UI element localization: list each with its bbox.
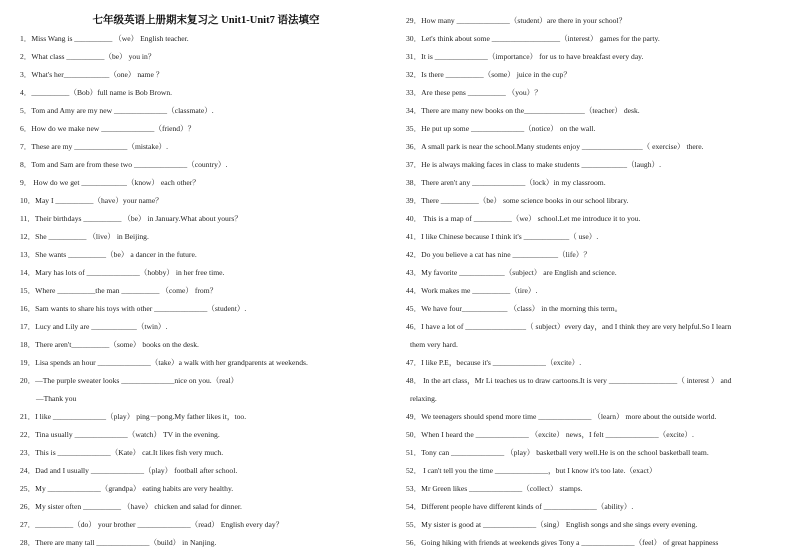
question-10: 10．May I __________（have）your name？ — [20, 196, 163, 205]
left-column — [20, 12, 392, 552]
question-48: 48． In the art class，Mr Li teaches us to draw cartoons.It is very __________________（ interest ） and — [406, 376, 732, 385]
question-3: 3．What's her____________（one） name ？ — [20, 70, 164, 79]
question-52: 52． I can't tell you the time ______________，but I know it's too late.（exact） — [406, 466, 657, 475]
right-question-list — [406, 12, 784, 552]
question-25: 25．My ______________（grandpa） eating habits are very healthy. — [20, 484, 234, 493]
question-6: 6．How do we make new ______________（friend）？ — [20, 124, 196, 133]
question-46-continued: them very hard. — [410, 340, 458, 349]
question-49: 49．We teenagers should spend more time ______________ （learn） more about the outside world. — [406, 412, 717, 421]
question-37: 37．He is always making faces in class to make students ____________（laugh）. — [406, 160, 661, 169]
question-4: 4．__________（Bob）full name is Bob Brown. — [20, 88, 173, 97]
question-53: 53．Mr Green likes ______________（collect） stamps. — [406, 484, 583, 493]
question-23: 23．This is ______________（Kate） cat.It likes fish very much. — [20, 448, 224, 457]
question-9: 9． How do we get ____________（know） each other？ — [20, 178, 200, 187]
right-column — [406, 12, 784, 552]
question-11: 11．Their birthdays __________ （be） in January.What about yours？ — [20, 214, 242, 223]
question-46: 46．I have a lot of ________________（ subject）every day，and I think they are very helpful.So I learn — [406, 322, 732, 331]
question-27: 27．__________（do） your brother ______________（read） English every day？ — [20, 520, 284, 529]
question-55: 55．My sister is good at ______________（sing） English songs and she sings every evening. — [406, 520, 698, 529]
question-56: 56．Going hiking with friends at weekends gives Tony a ______________（feel） of great happiness — [406, 538, 719, 547]
question-45: 45．We have four____________ （class） in the morning this term。 — [406, 304, 623, 313]
question-29: 29．How many ______________（student）are there in your school？ — [406, 16, 627, 25]
question-20-reply: —Thank you — [36, 394, 77, 403]
question-43: 43．My favorite ____________（subject） are English and science. — [406, 268, 617, 277]
question-18: 18．There aren't__________（some） books on the desk. — [20, 340, 199, 349]
question-47: 47．I like P.E，because it's ______________（excite）. — [406, 358, 582, 367]
question-8: 8．Tom and Sam are from these two ______________（country）. — [20, 160, 228, 169]
question-51: 51．Tony can ______________ （play） basketball very well.He is on the school basketball team. — [406, 448, 709, 457]
question-14: 14．Mary has lots of ______________（hobby） in her free time. — [20, 268, 225, 277]
question-20: 20．—The purple sweater looks ______________nice on you.（real） — [20, 376, 239, 385]
question-26: 26．My sister often __________ （have） chicken and salad for dinner. — [20, 502, 242, 511]
question-41: 41．I like Chinese because I think it's ____________（ use）. — [406, 232, 599, 241]
question-38: 38．There aren't any ______________（lock）in my classroom. — [406, 178, 606, 187]
question-33: 33．Are these pens __________ （you）？ — [406, 88, 542, 97]
question-15: 15．Where __________the man __________ （come） from？ — [20, 286, 218, 295]
question-31: 31．It is ______________（importance） for us to have breakfast every day. — [406, 52, 644, 61]
question-42: 42．Do you believe a cat has nine ____________（life）？ — [406, 250, 591, 259]
question-44: 44．Work makes me __________（tire）. — [406, 286, 538, 295]
question-39: 39．There __________（be） some science books in our school library. — [406, 196, 629, 205]
question-24: 24．Dad and I usually ______________（play） football after school. — [20, 466, 238, 475]
question-28: 28．There are many tall ______________（build） in Nanjing. — [20, 538, 217, 547]
question-34: 34．There are many new books on the________________（teacher） desk. — [406, 106, 640, 115]
question-30: 30．Let's think about some __________________（interest） games for the party. — [406, 34, 660, 43]
question-48-continued: relaxing. — [410, 394, 437, 403]
question-22: 22．Tina usually ______________（watch） TV in the evening. — [20, 430, 220, 439]
question-40: 40． This is a map of __________（we） school.Let me introduce it to you. — [406, 214, 641, 223]
question-1: 1．Miss Wang is __________ （we） English teacher. — [20, 34, 189, 43]
question-12: 12．She __________ （live） in Beijing. — [20, 232, 149, 241]
question-19: 19．Lisa spends an hour ______________（take）a walk with her grandparents at weekends. — [20, 358, 308, 367]
question-17: 17．Lucy and Lily are ____________（twin）. — [20, 322, 168, 331]
question-36: 36．A small park is near the school.Many students enjoy ________________（ exercise） there. — [406, 142, 704, 151]
question-7: 7．These are my ______________（mistake）. — [20, 142, 169, 151]
question-35: 35．He put up some ______________（notice） on the wall. — [406, 124, 596, 133]
question-2: 2．What class __________（be） you in？ — [20, 52, 156, 61]
question-5: 5．Tom and Amy are my new ______________（classmate）. — [20, 106, 214, 115]
left-question-list — [20, 30, 392, 552]
question-13: 13．She wants __________（be） a dancer in the future. — [20, 250, 197, 259]
question-50: 50．When I heard the ______________ （excite） news，I felt ______________（excite）. — [406, 430, 694, 439]
question-21: 21．I like ______________（play） ping－pong.My father likes it，too. — [20, 412, 247, 421]
worksheet-title: 七年级英语上册期末复习之 Unit1-Unit7 语法填空 — [92, 15, 320, 26]
question-32: 32．Is there __________（some） juice in the cup？ — [406, 70, 571, 79]
question-16: 16．Sam wants to share his toys with other ______________（student）. — [20, 304, 247, 313]
question-54: 54．Different people have different kinds of ______________（ability）. — [406, 502, 634, 511]
